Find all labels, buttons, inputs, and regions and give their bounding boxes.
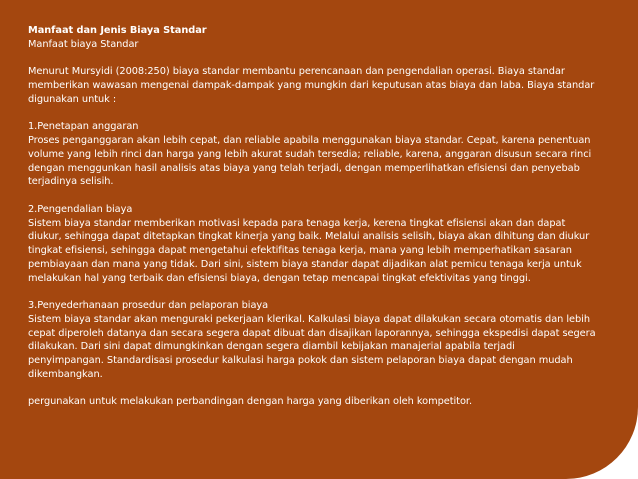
section-heading: 3.Penyederhanaan prosedur dan pelaporan biaya	[28, 300, 269, 311]
intro-line: Menurut Mursyidi (2008:250) biaya standar membantu perencanaan dan pengendalian operasi. Biaya standar	[28, 66, 565, 78]
section-line: penyimpangan. Standardisasi prosedur kalkulasi harga pokok dan sistem pelaporan biaya dapat dengan mudah	[28, 355, 573, 366]
slide-subtitle: Manfaat biaya Standar	[28, 38, 139, 50]
intro-line: memberikan wawasan mengenai dampak-dampak yang mungkin dari keputusan atas biaya dan laba. Biaya standar	[28, 80, 595, 91]
closing-line: pergunakan untuk melakukan perbandingan dengan harga yang diberikan oleh kompetitor.	[28, 396, 473, 408]
section-line: dengan menggunkan hasil analisis atas biaya yang telah terjadi, dengan memperlihatkan efisiensi dan penyebab	[28, 162, 580, 174]
spacer	[28, 107, 616, 121]
spacer	[28, 52, 616, 66]
section-line: volume yang lebih rinci dan harga yang lebih akurat sudah tersedia; reliable, karena, anggaran disusun secara rinci	[28, 148, 592, 160]
intro-paragraph	[28, 65, 616, 106]
section-heading: 1.Penetapan anggaran	[28, 121, 139, 133]
section-heading: 2.Pengendalian biaya	[28, 203, 133, 215]
intro-line: digunakan untuk :	[28, 93, 117, 105]
section-line: Sistem biaya standar memberikan motivasi kepada para tenaga kerja, kerena tingkat efisiensi akan dan dapat	[28, 217, 566, 229]
section-line: melakukan hal yang terbaik dan efisiensi biaya, dengan tetap mencapai tingkat efektivitas yang tinggi.	[28, 272, 531, 284]
spacer	[28, 382, 616, 396]
section-line: Sistem biaya standar akan menguraki pekerjaan klerikal. Kalkulasi biaya dapat dilakukan secara otomatis dan lebih	[28, 313, 591, 325]
section-line: cepat diperoleh datanya dan secara segera dapat dibuat dan disajikan laporannya, sehingga ekspedisi dapat segera	[28, 327, 596, 339]
section-budgeting	[28, 120, 616, 189]
section-line: tingkat efisiensi, sehingga dapat mengetahui efektifitas tenaga kerja, mana yang lebih memperhatikan sasaran	[28, 245, 572, 256]
section-line: diukur, sehingga dapat ditetapkan tingkat kinerja yang baik. Melalui analisis selisih, biaya akan dihitung dan diukur	[28, 231, 590, 243]
spacer	[28, 189, 616, 203]
section-line: dilakukan. Dari sini dapat dimungkinkan dengan segera diambil kebijakan manajerial apabila terjadi	[28, 341, 515, 353]
section-line: Proses penganggaran akan lebih cepat, dan reliable apabila menggunakan biaya standar. Cepat, karena penentuan	[28, 135, 591, 146]
spacer	[28, 285, 616, 299]
section-line: terjadinya selisih.	[28, 176, 114, 188]
section-cost-control	[28, 203, 616, 286]
section-line: dikembangkan.	[28, 368, 103, 380]
section-simplification	[28, 299, 616, 382]
slide-title: Manfaat dan Jenis Biaya Standar	[28, 25, 207, 36]
section-line: pembiayaan dan mana yang tidak. Dari sini, sistem biaya standar dapat dijadikan alat pemicu tenaga kerja untuk	[28, 258, 582, 270]
